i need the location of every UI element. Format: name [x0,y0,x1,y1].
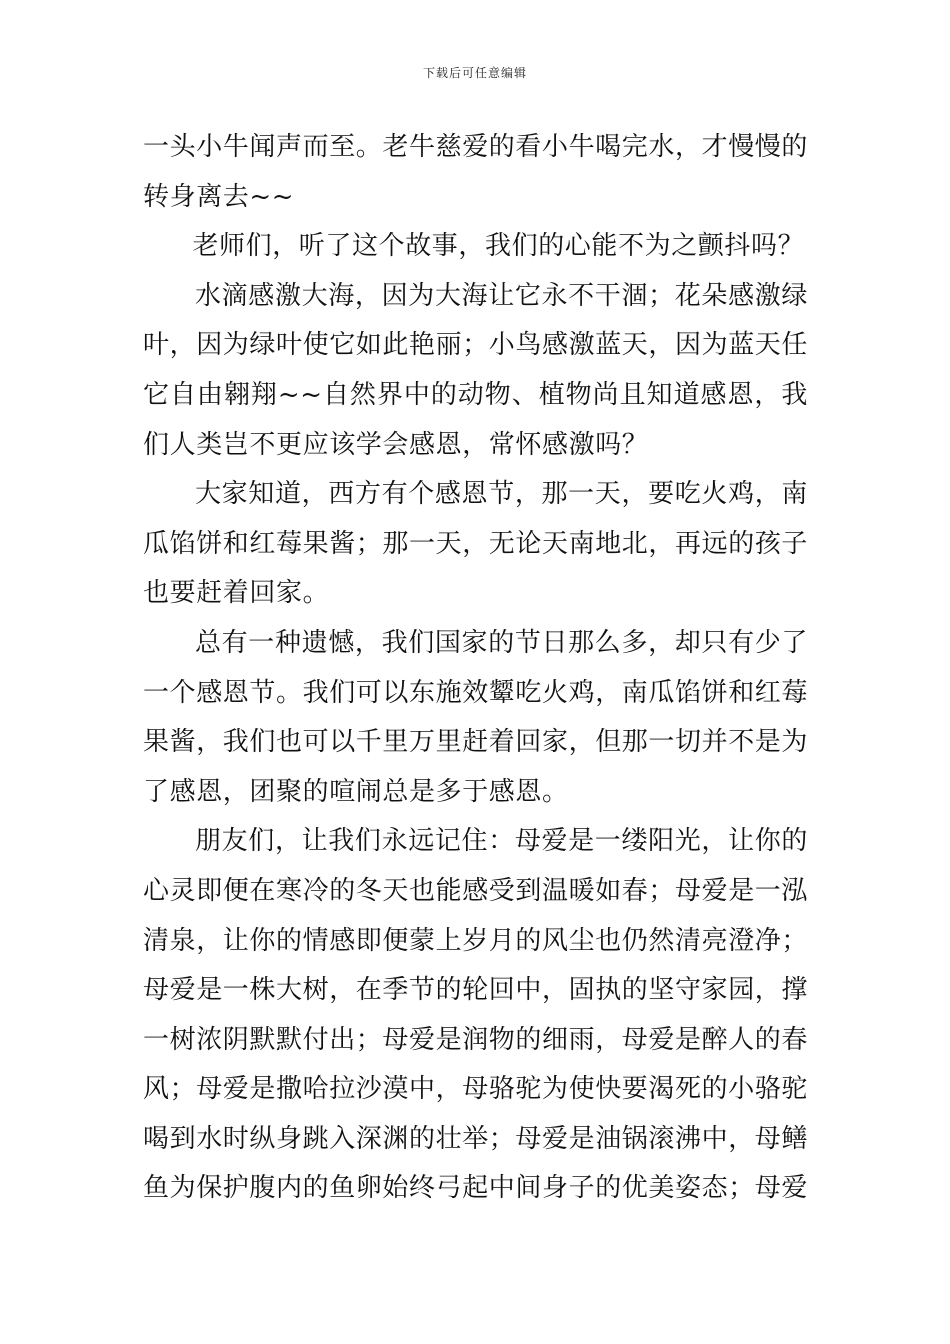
paragraph-3: 水滴感激大海，因为大海让它永不干涸；花朵感激绿叶，因为绿叶使它如此艳丽；小鸟感激蓝天，因为蓝天任它自由翱翔~~自然界中的动物、植物尚且知道感恩，我们人类岂不更应该学会感恩，常怀感激吗？ [143,280,809,460]
paragraph-4: 大家知道，西方有个感恩节，那一天，要吃火鸡，南瓜馅饼和红莓果酱；那一天，无论天南地北，再远的孩子也要赶着回家。 [143,479,809,609]
paragraph-1: 一头小牛闻声而至。老牛慈爱的看小牛喝完水，才慢慢的转身离去~~ [143,132,809,212]
paragraph-2: 老师们，听了这个故事，我们的心能不为之颤抖吗？ [192,231,805,262]
paragraph-5: 总有一种遗憾，我们国家的节日那么多，却只有少了一个感恩节。我们可以东施效颦吃火鸡，南瓜馅饼和红莓果酱，我们也可以千里万里赶着回家，但那一切并不是为了感恩，团聚的喧闹总是多于感恩。 [143,627,809,807]
page-header: 下载后可任意编辑 [422,66,527,80]
document-body [143,123,808,1214]
paragraph-6: 朋友们，让我们永远记住：母爱是一缕阳光，让你的心灵即便在寒冷的冬天也能感受到温暖如春；母爱是一泓清泉，让你的情感即便蒙上岁月的风尘也仍然清亮澄净；母爱是一株大树，在季节的轮回中，固执的坚守家园，撑一树浓阴默默付出；母爱是润物的细雨，母爱是醉人的春风；母爱是撒哈拉沙漠中，母骆驼为使快要渴死的小骆驼喝到水时纵身跳入深渊的壮举；母爱是油锅滚沸中，母鳝鱼为保护腹内的鱼卵始终弓起中间身子的优美姿态；母爱 [143,826,809,1204]
